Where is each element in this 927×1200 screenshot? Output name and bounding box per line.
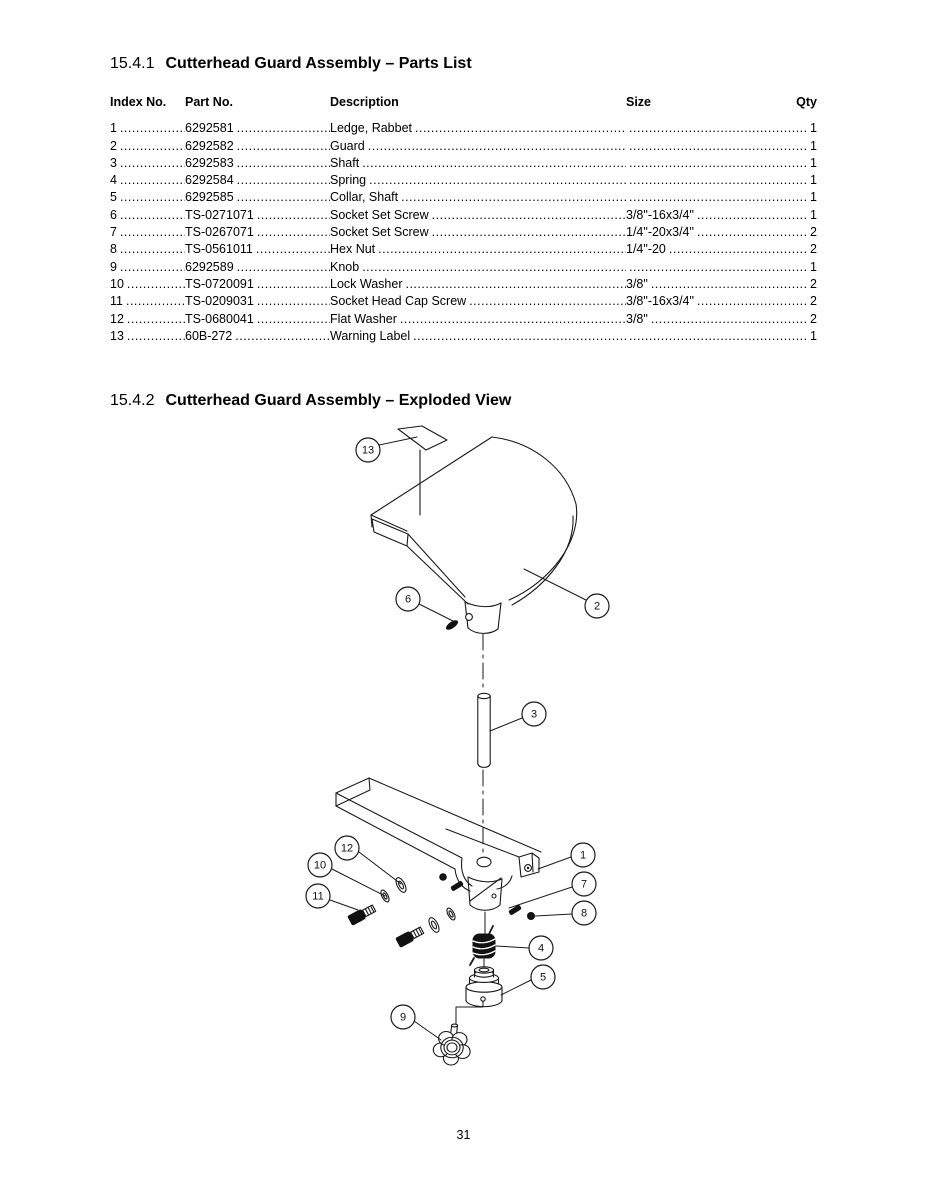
cell-part: TS-0720091 .....: [185, 276, 330, 293]
balloon-leader-9: [414, 1021, 441, 1040]
cell-size: 1/4"-20x3/4" .....: [626, 224, 752, 241]
column-header-index: Index No.: [110, 95, 167, 109]
cell-size: [626, 189, 752, 206]
table-row: [110, 293, 817, 310]
balloon-leader-8: [535, 914, 572, 916]
cell-qty: ..... 1: [752, 328, 817, 345]
cell-size: [626, 120, 752, 137]
balloon-number-2: 2: [593, 600, 601, 613]
cell-qty: ..... 1: [752, 138, 817, 155]
cell-part: 6292583 .....: [185, 155, 330, 172]
table-row: [110, 276, 817, 293]
parts-list-section-title: Cutterhead Guard Assembly – Parts List: [165, 55, 472, 72]
cell-qty: ..... 1: [752, 207, 817, 224]
cell-qty: ..... 2: [752, 241, 817, 258]
balloon-leader-12: [359, 852, 401, 884]
table-row: [110, 155, 817, 172]
cell-index: 2 .....: [110, 138, 185, 155]
cell-index: 5 .....: [110, 189, 185, 206]
cell-desc: Collar, Shaft .....: [330, 189, 626, 206]
cell-size: [626, 138, 752, 155]
page-number: 31: [456, 1128, 471, 1143]
flat-washer-icon: [427, 916, 441, 934]
cell-qty: ..... 2: [752, 224, 817, 241]
cell-index: 7 .....: [110, 224, 185, 241]
cell-desc: Socket Head Cap Screw .....: [330, 293, 626, 310]
balloon-leader-2: [524, 569, 586, 600]
cell-desc: Lock Washer .....: [330, 276, 626, 293]
cell-size: 3/8" .....: [626, 311, 752, 328]
cell-part: 6292589 .....: [185, 259, 330, 276]
balloon-number-1: 1: [579, 849, 587, 862]
table-row: [110, 241, 817, 258]
cell-size: 1/4"-20 .....: [626, 241, 752, 258]
cell-index: 11 .....: [110, 293, 185, 310]
cap-screw-icon: [395, 925, 424, 948]
cell-part: TS-0271071 .....: [185, 207, 330, 224]
balloon-layer: [306, 437, 609, 1040]
column-header-qty: Qty: [796, 95, 817, 109]
balloon-number-12: 12: [340, 842, 354, 855]
cell-part: 60B-272 .....: [185, 328, 330, 345]
table-row: [110, 224, 817, 241]
cell-qty: ..... 1: [752, 172, 817, 189]
balloon-leader-5: [501, 980, 531, 995]
ledge-rabbet-part: [336, 778, 541, 910]
cell-desc: Knob .....: [330, 259, 626, 276]
exploded-view-heading: [110, 391, 817, 411]
cell-index: 8 .....: [110, 241, 185, 258]
hex-nut-icon: [439, 873, 447, 881]
parts-list-heading: [110, 54, 817, 74]
lock-washer-icon: [445, 907, 456, 921]
parts-list-section-number: 15.4.1: [110, 55, 155, 72]
cell-size: [626, 172, 752, 189]
cell-desc: Shaft .....: [330, 155, 626, 172]
cell-desc: Warning Label .....: [330, 328, 626, 345]
cell-part: 6292584 .....: [185, 172, 330, 189]
cell-qty: ..... 1: [752, 259, 817, 276]
balloon-number-7: 7: [580, 878, 588, 891]
cell-qty: ..... 1: [752, 120, 817, 137]
balloon-number-8: 8: [580, 907, 588, 920]
table-row: [110, 172, 817, 189]
shaft-part: [478, 693, 490, 767]
cell-index: 9 .....: [110, 259, 185, 276]
set-screw-icon: [450, 881, 464, 892]
cell-size: 3/8"-16x3/4" .....: [626, 293, 752, 310]
balloon-number-9: 9: [399, 1011, 407, 1024]
cell-index: 6 .....: [110, 207, 185, 224]
balloon-number-4: 4: [537, 942, 545, 955]
cell-index: 13 .....: [110, 328, 185, 345]
table-row: [110, 328, 817, 345]
balloon-number-6: 6: [404, 593, 412, 606]
exploded-view-section-number: 15.4.2: [110, 392, 155, 410]
balloon-number-3: 3: [530, 708, 538, 721]
exploded-view-section-title: Cutterhead Guard Assembly – Exploded View: [165, 392, 512, 410]
cell-desc: Flat Washer .....: [330, 311, 626, 328]
cell-qty: ..... 2: [752, 293, 817, 310]
balloon-leader-10: [332, 869, 385, 896]
cell-part: TS-0561011 .....: [185, 241, 330, 258]
cell-desc: Socket Set Screw .....: [330, 224, 626, 241]
column-header-size: Size: [626, 95, 652, 109]
cell-index: 3 .....: [110, 155, 185, 172]
cell-part: 6292582 .....: [185, 138, 330, 155]
cell-desc: Spring .....: [330, 172, 626, 189]
cell-size: [626, 155, 752, 172]
parts-table-header: [110, 94, 817, 111]
cell-qty: ..... 2: [752, 311, 817, 328]
cell-part: 6292585 .....: [185, 189, 330, 206]
cell-part: TS-0680041 .....: [185, 311, 330, 328]
cell-part: TS-0209031 .....: [185, 293, 330, 310]
cell-index: 4 .....: [110, 172, 185, 189]
cell-size: 3/8"-16x3/4" .....: [626, 207, 752, 224]
table-row: [110, 207, 817, 224]
balloon-leader-1: [538, 857, 571, 869]
collar-part: [466, 967, 502, 1007]
balloon-number-10: 10: [313, 859, 327, 872]
table-row: [110, 138, 817, 155]
parts-table: [110, 120, 817, 345]
table-row: [110, 120, 817, 137]
balloon-leader-4: [496, 946, 529, 948]
table-row: [110, 311, 817, 328]
balloon-leader-3: [490, 718, 522, 731]
column-header-description: Description: [330, 95, 399, 109]
cell-qty: ..... 1: [752, 155, 817, 172]
flat-washer-icon: [394, 876, 408, 894]
cell-part: TS-0267071 .....: [185, 224, 330, 241]
cell-index: 1 .....: [110, 120, 185, 137]
balloon-leader-13: [379, 437, 417, 445]
balloon-number-5: 5: [539, 971, 547, 984]
cell-desc: Guard .....: [330, 138, 626, 155]
exploded-view-diagram: [0, 419, 927, 1084]
cell-desc: Hex Nut .....: [330, 241, 626, 258]
cap-screw-icon: [347, 903, 376, 926]
cell-qty: ..... 2: [752, 276, 817, 293]
table-row: [110, 259, 817, 276]
hex-nut-icon: [527, 912, 535, 920]
table-row: [110, 189, 817, 206]
cell-size: [626, 259, 752, 276]
balloon-leader-7: [509, 887, 572, 908]
cell-size: [626, 328, 752, 345]
balloon-leader-6: [419, 604, 455, 622]
cell-index: 12 .....: [110, 311, 185, 328]
cell-qty: ..... 1: [752, 189, 817, 206]
knob-part: [433, 1024, 470, 1065]
balloon-number-11: 11: [312, 890, 324, 903]
balloon-leader-11: [330, 900, 358, 910]
cell-index: 10 .....: [110, 276, 185, 293]
cell-size: 3/8" .....: [626, 276, 752, 293]
column-header-part: Part No.: [185, 95, 233, 109]
spring-part: [470, 926, 496, 965]
cell-part: 6292581 .....: [185, 120, 330, 137]
balloon-number-13: 13: [361, 444, 375, 457]
cell-desc: Socket Set Screw .....: [330, 207, 626, 224]
cell-desc: Ledge, Rabbet .....: [330, 120, 626, 137]
